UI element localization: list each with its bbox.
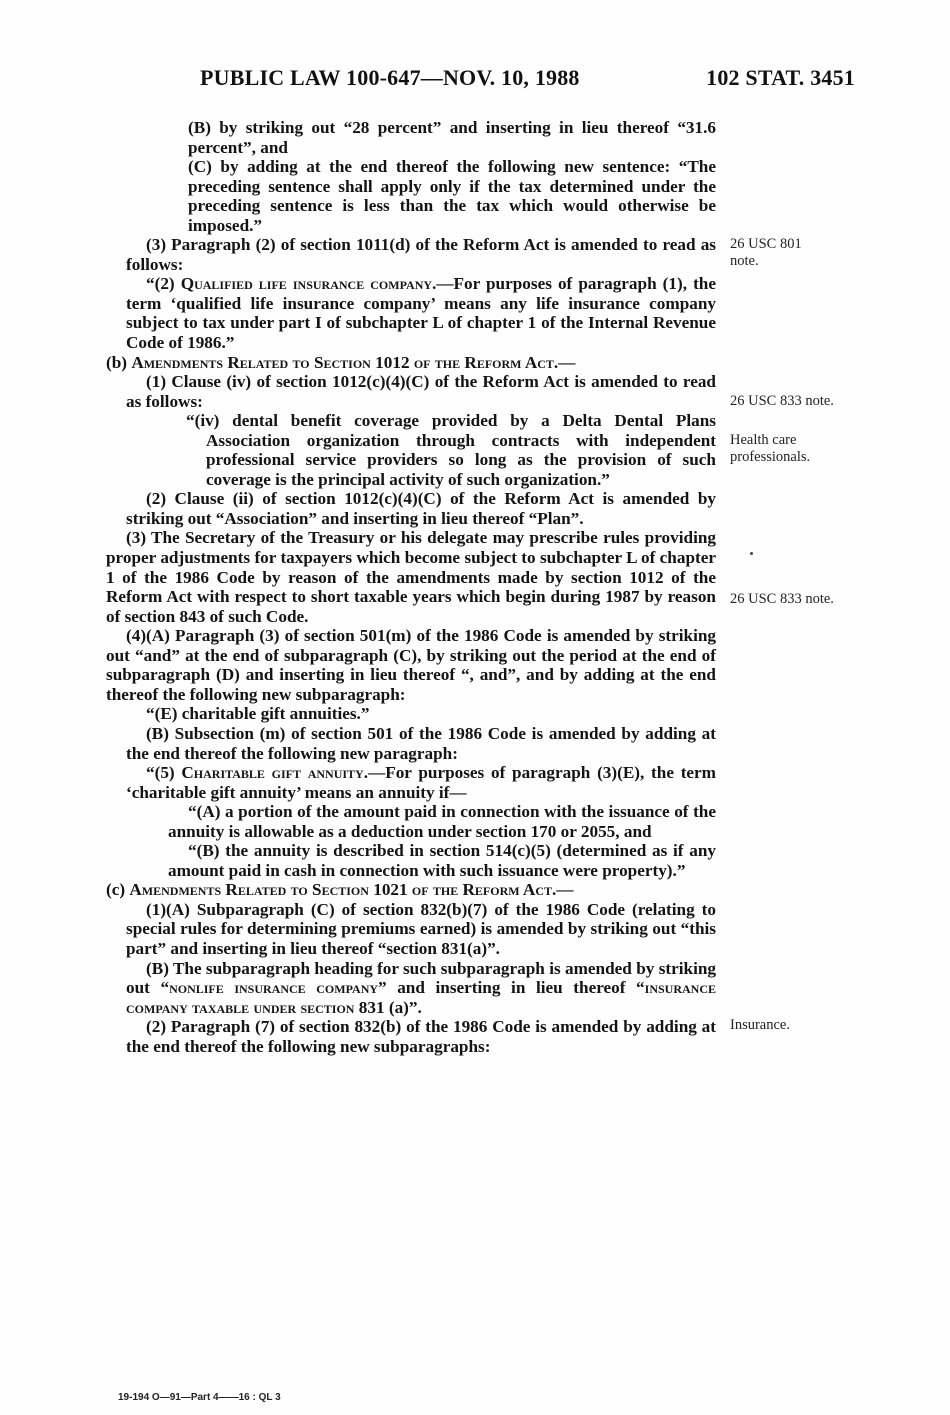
page-footer: 19-194 O—91—Part 4——16 : QL 3 — [118, 1392, 281, 1403]
heading-text-a: (B) The subparagraph heading for such subparagraph is amended by striking out “ — [126, 958, 716, 998]
paragraph-1-clause-iv: (1) Clause (iv) of section 1012(c)(4)(C) of the Reform Act is amended to read as follows: — [126, 372, 716, 411]
margin-note-26-usc-833-a: 26 USC 833 note. — [730, 393, 834, 409]
paragraph-2-clause-ii: (2) Clause (ii) of section 1012(c)(4)(C) of the Reform Act is amended by striking out “Association” and inserting in lieu thereof “Plan”. — [126, 489, 716, 528]
heading-text-b: ” and inserting in lieu thereof “ — [378, 978, 645, 998]
paragraph-b-strike: (B) by striking out “28 percent” and inserting in lieu thereof “31.6 percent”, and — [188, 118, 716, 157]
section-b-number: 1012 — [370, 352, 414, 372]
paragraph-3-secretary-rules: (3) The Secretary of the Treasury or his delegate may prescribe rules providing proper adjustments for taxpayers which become subject to subchapter L of chapter 1 of the 1986 Code by reason of the amendments made by section 1012 of the Reform Act with respect to short taxable years which begin during 1987 by reason of section 843 of such Code. — [106, 528, 716, 626]
section-c-tail: of the Reform Act. — [411, 880, 557, 900]
paragraph-c-add-sentence: (C) by adding at the end thereof the following new sentence: “The preceding sentence shall apply only if the tax determined under the preceding sentence is less than the tax which would otherwise be imposed.” — [188, 157, 716, 235]
section-c-heading-text: Amendments Related to Section — [129, 880, 369, 900]
margin-note-health-care: Health care professionals. — [730, 432, 811, 465]
qualified-life-heading: Qualified life insurance company. — [180, 274, 437, 294]
quote-lead: “(2) — [146, 274, 181, 294]
section-c-lead: (c) — [106, 880, 130, 900]
paragraph-qualified-life-insurance — [106, 274, 716, 352]
heading-text-c: 831 (a)”. — [354, 997, 422, 1017]
section-c-dash: — — [556, 880, 574, 900]
margin-note-insurance: Insurance. — [730, 1017, 790, 1033]
paragraph-1a-section-832b7: (1)(A) Subparagraph (C) of section 832(b)(7) of the 1986 Code (relating to special rules for determining premiums earned) is amended by striking out “this part” and inserting in lieu thereof “section 831(a)”. — [126, 899, 716, 958]
paragraph-3-section-1011d: (3) Paragraph (2) of section 1011(d) of the Reform Act is amended to read as follows: — [126, 235, 716, 274]
stray-dot — [750, 552, 753, 555]
paragraph-e-charitable-gift: “(E) charitable gift annuities.” — [146, 704, 370, 724]
qualified-life-text: —For purposes of paragraph (1), the term ‘qualified life insurance company’ means any life insurance company subject to tax under part I of subchapter L of chapter 1 of the Internal Revenue Code of 1986.” — [126, 274, 716, 353]
section-c-heading — [106, 880, 716, 900]
paragraph-b-subsection-m: (B) Subsection (m) of section 501 of the 1986 Code is amended by adding at the end thereof the following new paragraph: — [126, 723, 716, 763]
body-text — [106, 118, 716, 1056]
section-b-heading — [106, 353, 716, 373]
heading-sc-nonlife: nonlife insurance company — [169, 978, 379, 998]
paragraph-2-section-832b: (2) Paragraph (7) of section 832(b) of the 1986 Code is amended by adding at the end thereof the following new subparagraphs: — [126, 1017, 716, 1056]
section-b-tail: of the Reform Act. — [413, 352, 559, 372]
charitable-annuity-text: —For purposes of paragraph (3)(E), the term ‘charitable gift annuity’ means an annuity if— — [126, 763, 716, 802]
header-title: PUBLIC LAW 100-647—NOV. 10, 1988 — [200, 65, 580, 90]
paragraph-5-charitable-gift-annuity — [106, 763, 716, 802]
paragraph-4a-section-501m: (4)(A) Paragraph (3) of section 501(m) of the 1986 Code is amended by striking out “and” at the end of subparagraph (C), by striking out the period at the end of subparagraph (D) and inserting in lieu thereof “, and”, and by adding at the end thereof the following new subparagraph: — [106, 626, 716, 704]
charitable-annuity-heading: Charitable gift annuity. — [181, 763, 369, 783]
section-b-dash: — — [558, 352, 576, 372]
margin-note-26-usc-833-b: 26 USC 833 note. — [730, 591, 834, 607]
heading-sc-insurance-company: insurance company taxable under section — [126, 978, 716, 1017]
section-b-heading-text: Amendments Related to Section — [131, 352, 371, 372]
quote-lead-5: “(5) — [146, 763, 182, 783]
header-stat-number: 102 STAT. 3451 — [706, 65, 855, 90]
section-c-number: 1021 — [368, 880, 412, 900]
paragraph-iv-dental-benefit: “(iv) dental benefit coverage provided by a Delta Dental Plans Association organization through contracts with independent professional service providers so long as the provision of such coverage is the principal activity of such organization.” — [186, 411, 716, 489]
margin-note-26-usc-801: 26 USC 801 note. — [730, 236, 802, 269]
section-b-lead: (b) — [106, 352, 132, 372]
page-header — [200, 65, 855, 95]
paragraph-a-portion-amount: “(A) a portion of the amount paid in connection with the issuance of the annuity is allowable as a deduction under section 170 or 2055, and — [168, 802, 716, 841]
paragraph-b-subparagraph-heading — [106, 959, 716, 1018]
paragraph-b-annuity-described: “(B) the annuity is described in section 514(c)(5) (determined as if any amount paid in cash in connection with such issuance were property).” — [168, 841, 716, 880]
